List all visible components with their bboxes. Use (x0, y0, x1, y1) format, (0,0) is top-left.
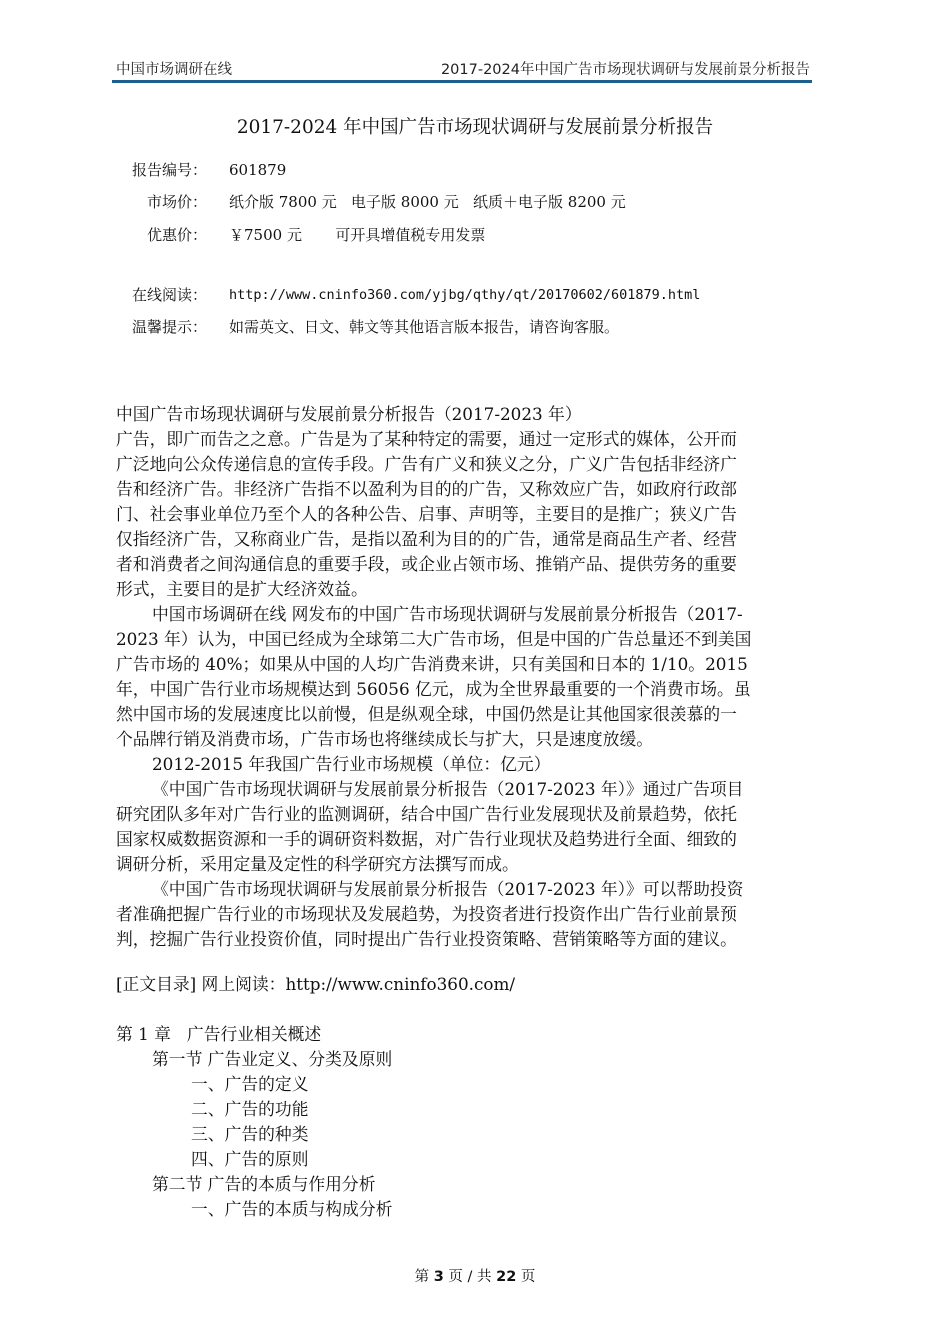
toc-subsection[interactable]: 三、广告的种类 (191, 1124, 309, 1144)
body-line: 广告，即广而告之之意。广告是为了某种特定的需要，通过一定形式的媒体，公开而 (116, 429, 737, 449)
discount-label: 优惠价： (146, 226, 207, 244)
toc-subsection[interactable]: 一、广告的定义 (191, 1074, 309, 1094)
body-line: 形式，主要目的是扩大经济效益。 (116, 579, 368, 599)
body-line: 然中国市场的发展速度比以前慢，但是纵观全球，中国仍然是让其他国家很羡慕的一 (116, 704, 737, 724)
body-line: 仅指经济广告，又称商业广告，是指以盈利为目的的广告，通常是商品生产者、经营 (116, 529, 737, 549)
toc-subsection[interactable]: 四、广告的原则 (191, 1149, 309, 1169)
toc-intro-link[interactable]: [正文目录] 网上阅读：http://www.cninfo360.com/ (116, 974, 516, 994)
body-line: 年，中国广告行业市场规模达到 56056 亿元，成为全世界最重要的一个消费市场。虽 (116, 679, 751, 699)
toc-section[interactable]: 第一节 广告业定义、分类及原则 (152, 1049, 393, 1069)
body-line: 者准确把握广告行业的市场现状及发展趋势，为投资者进行投资作出广告行业前景预 (116, 904, 737, 924)
body-line: 广告市场的 40%；如果从中国的人均广告消费来讲，只有美国和日本的 1/10。2015 (116, 654, 748, 674)
toc-subsection[interactable]: 二、广告的功能 (191, 1099, 309, 1119)
body-line: 门、社会事业单位乃至个人的各种公告、启事、声明等，主要目的是推广；狭义广告 (116, 504, 737, 524)
body-line: 者和消费者之间沟通信息的重要手段，或企业占领市场、推销产品、提供劳务的重要 (116, 554, 737, 574)
body-line: 广泛地向公众传递信息的宣传手段。广告有广义和狭义之分，广义广告包括非经济广 (116, 454, 737, 474)
body-line: 《中国广告市场现状调研与发展前景分析报告（2017-2023 年）》通过广告项目 (152, 779, 744, 799)
body-line: 个品牌行销及消费市场，广告市场也将继续成长与扩大，只是速度放缓。 (116, 729, 654, 749)
body-line: 2023 年）认为，中国已经成为全球第二大广告市场，但是中国的广告总量还不到美国 (116, 629, 752, 649)
footer-suffix: 页 (516, 1269, 536, 1285)
toc-section[interactable]: 第二节 广告的本质与作用分析 (152, 1174, 376, 1194)
online-label: 在线阅读： (131, 286, 207, 304)
toc-subsection[interactable]: 一、广告的本质与构成分析 (191, 1199, 393, 1219)
page-footer (0, 1268, 950, 1286)
report-title: 2017-2024 年中国广告市场现状调研与发展前景分析报告 (236, 117, 714, 138)
footer-middle: 页 / 共 (443, 1269, 497, 1285)
body-line: 调研分析，采用定量及定性的科学研究方法撰写而成。 (116, 854, 519, 874)
chart-caption: 2012-2015 年我国广告行业市场规模（单位：亿元） (152, 754, 551, 774)
report-no-value: 601879 (229, 161, 287, 179)
page-number: 3 (433, 1269, 444, 1285)
footer-prefix: 第 (414, 1269, 434, 1285)
header-report-title: 2017-2024年中国广告市场现状调研与发展前景分析报告 (440, 62, 810, 78)
report-no-label: 报告编号： (131, 161, 207, 179)
tip-value: 如需英文、日文、韩文等其他语言版本报告，请咨询客服。 (229, 318, 620, 336)
header-site-name: 中国市场调研在线 (116, 62, 232, 78)
toc-chapter[interactable]: 第 1 章 广告行业相关概述 (116, 1024, 322, 1044)
body-line: 告和经济广告。非经济广告指不以盈利为目的的广告，又称效应广告，如政府行政部 (116, 479, 737, 499)
header-divider (112, 80, 812, 83)
page-total: 22 (496, 1269, 517, 1285)
body-line: 中国广告市场现状调研与发展前景分析报告（2017-2023 年） (116, 404, 582, 424)
discount-value: ￥7500 元 可开具增值税专用发票 (229, 226, 486, 244)
body-line: 《中国广告市场现状调研与发展前景分析报告（2017-2023 年）》可以帮助投资 (152, 879, 744, 899)
body-line: 中国市场调研在线 网发布的中国广告市场现状调研与发展前景分析报告（2017- (152, 604, 743, 624)
tip-label: 温馨提示： (131, 318, 207, 336)
body-line: 判，挖掘广告行业投资价值，同时提出广告行业投资策略、营销策略等方面的建议。 (116, 929, 737, 949)
price-value: 纸介版 7800 元 电子版 8000 元 纸质＋电子版 8200 元 (229, 193, 626, 211)
body-line: 国家权威数据资源和一手的调研资料数据，对广告行业现状及趋势进行全面、细致的 (116, 829, 737, 849)
price-label: 市场价： (146, 193, 207, 211)
body-line: 研究团队多年对广告行业的监测调研，结合中国广告行业发展现状及前景趋势，依托 (116, 804, 737, 824)
online-url-link[interactable]: http://www.cninfo360.com/yjbg/qthy/qt/20170602/601879.html (229, 287, 701, 303)
